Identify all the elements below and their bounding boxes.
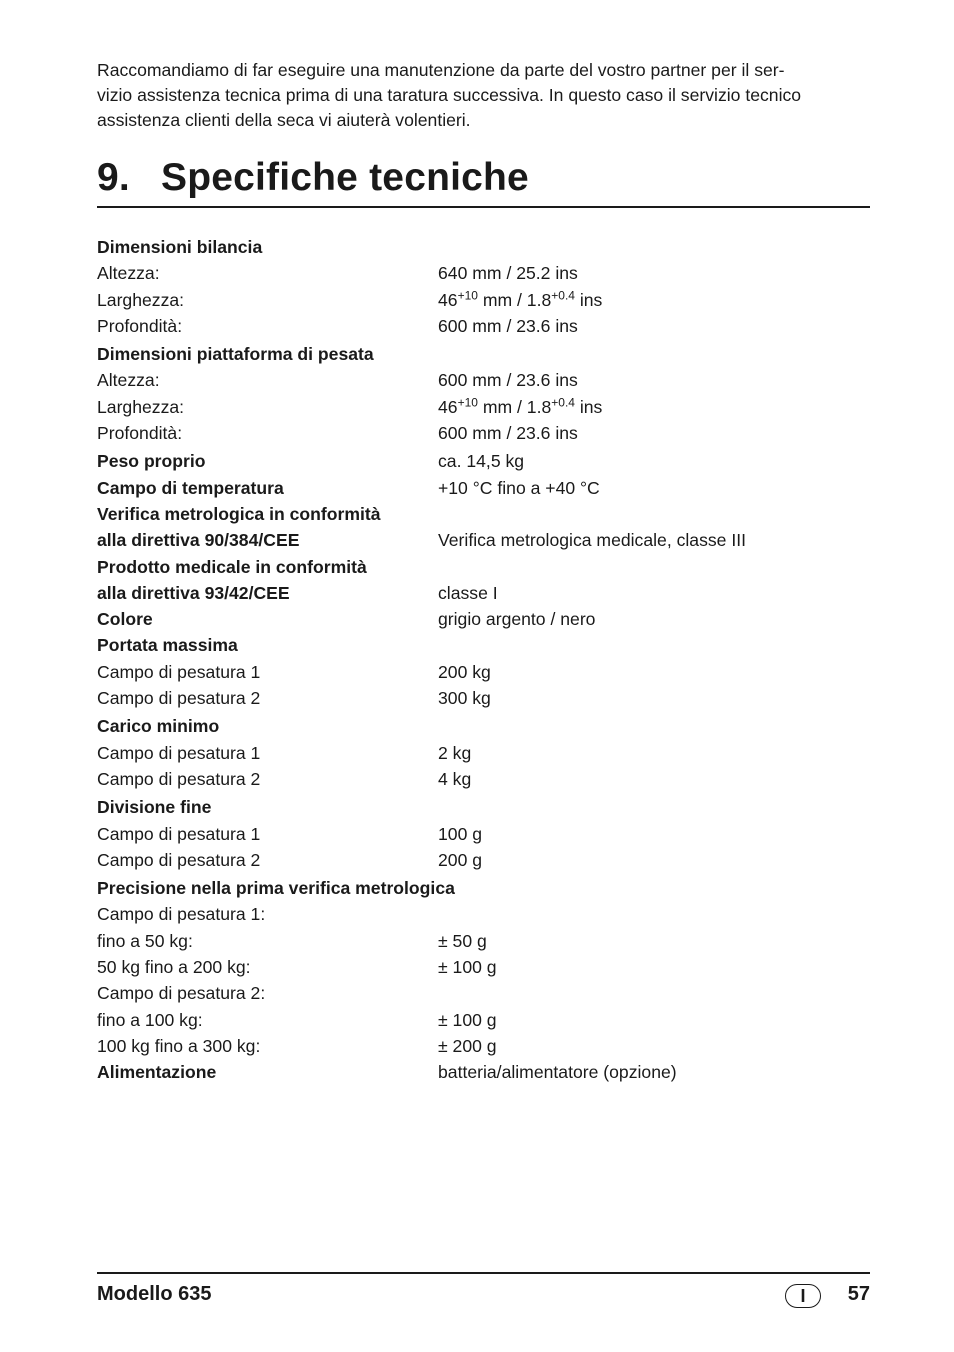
spec-row xyxy=(97,313,870,339)
spec-group-heading xyxy=(97,875,870,901)
spec-label: Campo di pesatura 1 xyxy=(97,823,261,844)
intro-line: Raccomandiamo di far eseguire una manutenzione da parte del vostro partner per il ser- xyxy=(97,60,785,80)
spec-label: Campo di temperatura xyxy=(97,477,284,498)
spec-value: 600 mm / 23.6 ins xyxy=(438,423,578,444)
spec-value: ± 50 g xyxy=(438,930,487,951)
spec-value: 300 kg xyxy=(438,688,491,709)
spec-label: Divisione fine xyxy=(97,797,212,818)
spec-group-heading xyxy=(97,234,870,260)
language-badge: I xyxy=(785,1284,821,1308)
spec-label: Profondità: xyxy=(97,423,183,444)
spec-value: ± 200 g xyxy=(438,1035,497,1056)
spec-label: Precisione nella prima verifica metrologica xyxy=(97,878,455,899)
spec-label: alla direttiva 90/384/CEE xyxy=(97,530,300,551)
spec-value: 640 mm / 25.2 ins xyxy=(438,263,578,284)
spec-row xyxy=(97,847,870,873)
spec-row xyxy=(97,1007,870,1033)
spec-row xyxy=(97,287,870,313)
spec-value: ca. 14,5 kg xyxy=(438,451,525,472)
spec-row xyxy=(97,980,870,1006)
spec-label: 100 kg fino a 300 kg: xyxy=(97,1035,261,1056)
page-footer xyxy=(97,1272,870,1314)
section-number: 9. xyxy=(97,156,130,199)
spec-label: 50 kg fino a 200 kg: xyxy=(97,957,251,978)
spec-row xyxy=(97,580,870,606)
spec-label: Colore xyxy=(97,609,153,630)
section-heading xyxy=(97,150,870,208)
spec-value: grigio argento / nero xyxy=(438,609,596,630)
spec-label: Campo di pesatura 2: xyxy=(97,983,266,1004)
spec-value: 4 kg xyxy=(438,768,472,789)
intro-line: vizio assistenza tecnica prima di una taratura successiva. In questo caso il servizio tecnico xyxy=(97,85,802,105)
spec-label: Campo di pesatura 2 xyxy=(97,768,261,789)
spec-value: Verifica metrologica medicale, classe III xyxy=(438,530,747,551)
spec-label: Dimensioni bilancia xyxy=(97,237,263,257)
spec-value: classe I xyxy=(438,582,498,603)
spec-label: Carico minimo xyxy=(97,716,220,737)
spec-row xyxy=(97,448,870,474)
spec-row xyxy=(97,821,870,847)
spec-row xyxy=(97,1033,870,1059)
spec-row xyxy=(97,394,870,420)
spec-row xyxy=(97,420,870,446)
spec-label: Campo di pesatura 2 xyxy=(97,849,261,870)
spec-row xyxy=(97,606,870,632)
spec-group-heading xyxy=(97,632,870,658)
spec-group-heading xyxy=(97,794,870,820)
spec-row xyxy=(97,659,870,685)
spec-label: fino a 50 kg: xyxy=(97,930,193,951)
spec-label: Larghezza: xyxy=(97,396,185,417)
spec-row xyxy=(97,501,870,527)
spec-value: 600 mm / 23.6 ins xyxy=(438,315,578,336)
spec-label: alla direttiva 93/42/CEE xyxy=(97,582,290,603)
spec-value: $46^{+10}$ mm / $1.8^{+0.4}$ ins xyxy=(438,288,603,310)
spec-label: Larghezza: xyxy=(97,289,185,310)
spec-row xyxy=(97,766,870,792)
spec-row xyxy=(97,260,870,286)
section-title: Specifiche tecniche xyxy=(161,156,529,199)
spec-value: $46^{+10}$ mm / $1.8^{+0.4}$ ins xyxy=(438,395,603,417)
model-name: Modello 635 xyxy=(97,1283,212,1305)
spec-group-heading xyxy=(97,713,870,739)
spec-row xyxy=(97,527,870,553)
spec-value: batteria/alimentatore (opzione) xyxy=(438,1062,677,1083)
spec-label: Verifica metrologica in conformità xyxy=(97,503,381,524)
spec-row xyxy=(97,928,870,954)
spec-value: ± 100 g xyxy=(438,957,497,978)
spec-label: Campo di pesatura 1 xyxy=(97,661,261,682)
spec-label: Dimensioni piattaforma di pesata xyxy=(97,344,374,365)
spec-row xyxy=(97,367,870,393)
spec-row xyxy=(97,740,870,766)
spec-row xyxy=(97,685,870,711)
spec-label: Portata massima xyxy=(97,635,238,656)
spec-group-heading xyxy=(97,341,870,367)
spec-label: Altezza: xyxy=(97,263,160,284)
spec-value: ± 100 g xyxy=(438,1009,497,1030)
spec-table xyxy=(97,234,870,1086)
spec-label: Campo di pesatura 1: xyxy=(97,904,266,925)
spec-value: 2 kg xyxy=(438,742,472,763)
spec-label: Prodotto medicale in conformità xyxy=(97,556,367,577)
spec-label: Campo di pesatura 2 xyxy=(97,688,261,709)
spec-value: 200 g xyxy=(438,849,483,870)
spec-value: 600 mm / 23.6 ins xyxy=(438,370,578,391)
spec-label: Alimentazione xyxy=(97,1062,217,1083)
spec-row xyxy=(97,1059,870,1085)
spec-value: +10 °C fino a +40 °C xyxy=(438,477,600,498)
spec-label: fino a 100 kg: xyxy=(97,1009,203,1030)
spec-label: Campo di pesatura 1 xyxy=(97,742,261,763)
spec-value: 100 g xyxy=(438,823,483,844)
spec-label: Altezza: xyxy=(97,370,160,391)
spec-value: 200 kg xyxy=(438,661,491,682)
intro-paragraph xyxy=(97,58,872,133)
spec-label: Profondità: xyxy=(97,315,183,336)
page-number: 57 xyxy=(847,1283,870,1305)
spec-row xyxy=(97,954,870,980)
spec-row xyxy=(97,901,870,927)
intro-line: assistenza clienti della seca vi aiuterà volentieri. xyxy=(97,110,471,130)
spec-row xyxy=(97,475,870,501)
spec-row xyxy=(97,554,870,580)
spec-label: Peso proprio xyxy=(97,451,206,472)
